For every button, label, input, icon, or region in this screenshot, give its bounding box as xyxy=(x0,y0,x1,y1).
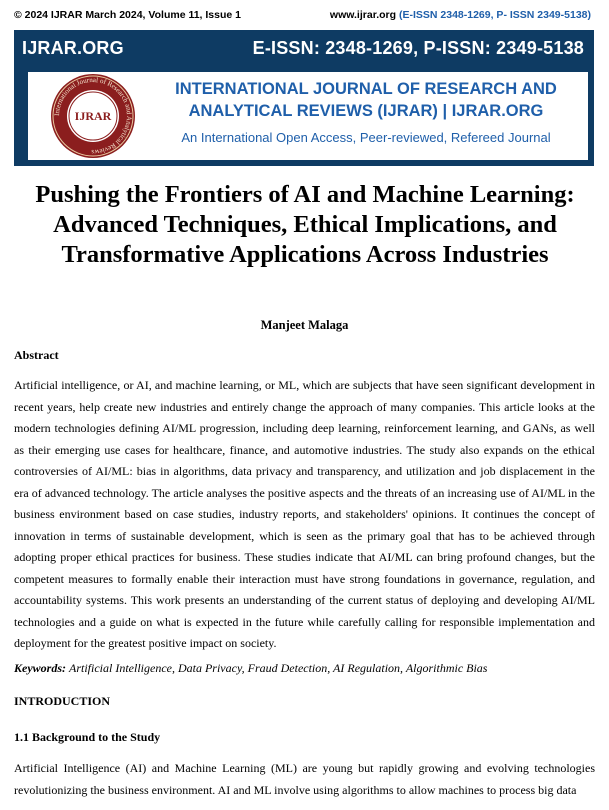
abstract-heading: Abstract xyxy=(14,348,59,362)
header-site-url[interactable]: www.ijrar.org xyxy=(329,9,397,21)
keywords-values: Artificial Intelligence, Data Privacy, Fraud Detection, AI Regulation, Algorithmic Bias xyxy=(69,661,488,675)
seal-ring-text: International Journal of Research and Analytical Reviews xyxy=(52,75,134,157)
subsection-heading: 1.1 Background to the Study xyxy=(14,730,161,744)
journal-title xyxy=(146,78,586,122)
header-site xyxy=(330,9,591,21)
banner-inner xyxy=(28,72,588,160)
author-name: Manjeet Malaga xyxy=(260,318,349,332)
seal-text: IJRAR xyxy=(74,109,112,123)
journal-subtitle: An International Open Access, Peer-reviewed, Refereed Journal xyxy=(181,130,551,145)
body-paragraph: Artificial Intelligence (AI) and Machine Learning (ML) are young but rapidly growing and evolving technologies revolutionizing the business environment. AI and ML involve using algorithms to allow machines to process big data xyxy=(14,761,595,797)
header-citation: © 2024 IJRAR March 2024, Volume 11, Issue 1 xyxy=(14,9,241,21)
paper-title: Pushing the Frontiers of AI and Machine Learning: Advanced Techniques, Ethical Implications, and Transformative Applications Across Industries xyxy=(35,181,575,268)
journal-title-line1: INTERNATIONAL JOURNAL OF RESEARCH AND xyxy=(175,80,557,98)
journal-banner xyxy=(14,30,594,166)
keywords-line xyxy=(14,661,595,676)
brand-label: IJRAR.ORG xyxy=(22,38,124,58)
banner-issn: E-ISSN: 2348-1269, P-ISSN: 2349-5138 xyxy=(252,38,584,58)
header-issn: (E-ISSN 2348-1269, P- ISSN 2349-5138) xyxy=(398,9,591,21)
abstract-text: Artificial intelligence, or AI, and machine learning, or ML, which are subjects that have seen significant development in recent years, help create new industries and entirely change the approach of many companies. This article looks at the modern technologies defining AI/ML progression, including deep learning, reinforcement learning, and GANs, as well as their emerging use cases for healthcare, finance, and automotive industries. The study also expands on the ethical controversies of AI/ML: bias in algorithms, data privacy and transparency, and utilization and job displacement in the era of advanced technology. The article analyses the positive aspects and the threats of an increasing use of AI/ML in the business environment based on case studies, industry reports, and stakeholders' opinions. It continues the concept of innovation in terms of sustainable development, which is seen as the primary goal that has to be achieved through adopting proper ethical practices for business. These studies indicate that AI/ML can bring profound changes, but the competent measures to formally enable their interaction must have strong foundations in governance, regulation, and accountability systems. This work presents an understanding of the current status of deploying and developing AI/ML technologies and a guide on what is expected in the future while carefully calling for responsible implementation and deployment for the greatest positive impact on society. xyxy=(14,378,595,650)
keywords-label: Keywords: xyxy=(14,661,66,675)
journal-title-line2: ANALYTICAL REVIEWS (IJRAR) | IJRAR.ORG xyxy=(188,102,544,120)
journal-seal-icon xyxy=(48,72,138,160)
section-heading-introduction: INTRODUCTION xyxy=(14,694,111,708)
running-header xyxy=(0,0,609,26)
